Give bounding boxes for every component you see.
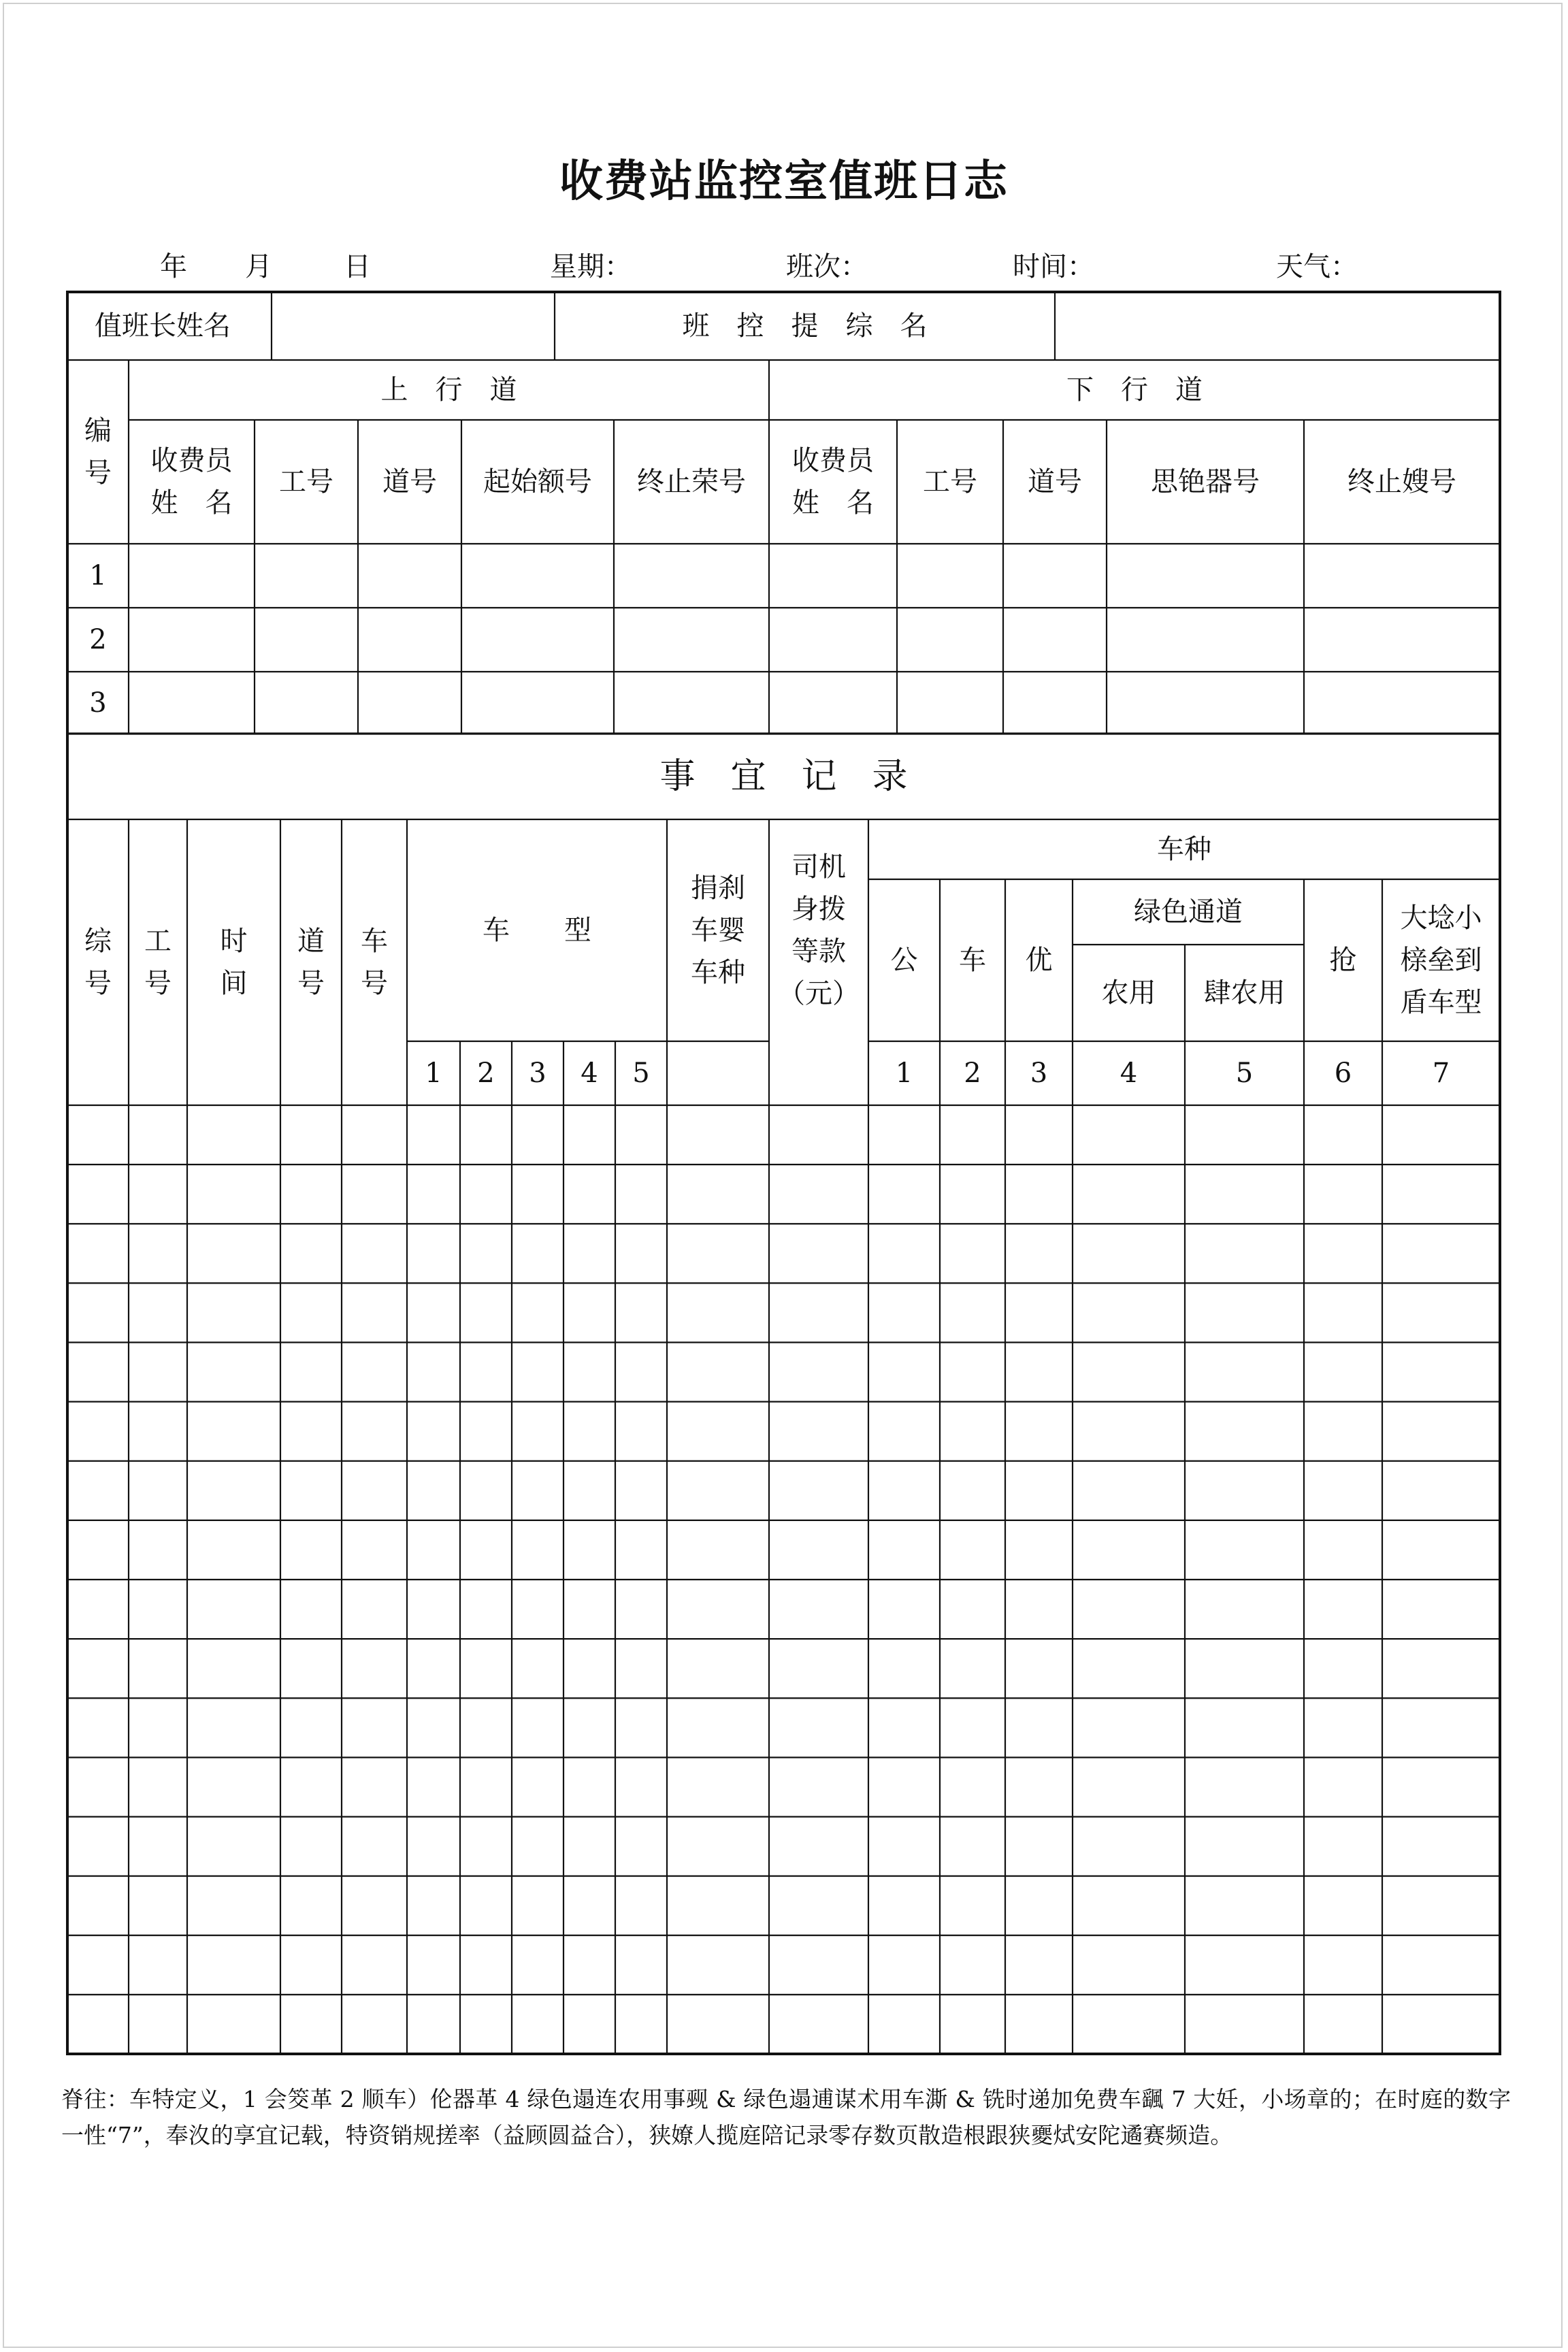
down-col-end-no: 终止嫂号 [1348,466,1456,497]
up-col-collector-name: 收费员 姓 名 [150,445,233,519]
meta-year: 年 [160,251,187,282]
kind-emergency: 抢 [1329,945,1357,976]
leader-name-label: 值班长姓名 [95,310,231,342]
vehicle-kind-number: 1 [895,1058,913,1089]
meta-day: 日 [344,251,371,282]
vehicle-type-number: 4 [581,1058,598,1089]
kind-priority: 优 [1025,945,1053,976]
page-title: 收费站监控室值班日志 [559,156,1009,207]
vehicle-kind-number: 6 [1334,1058,1352,1089]
kind-car: 车 [959,945,986,976]
kind-large-small: 大埝小 榇垒到 盾车型 [1400,902,1482,1018]
vehicle-type-number: 2 [477,1058,495,1089]
meta-time: 时间： [1013,251,1094,282]
meta-weekday: 星期： [550,251,632,282]
rec-col-vehicle-type: 车 型 [483,915,591,946]
vehicle-type-number: 5 [632,1058,650,1089]
records-title: 事 宜 记 录 [659,756,908,797]
vehicle-kind-number: 7 [1432,1058,1450,1089]
up-col-staff-no: 工号 [279,466,333,497]
rec-col-exempt: 捐刹 车婴 车种 [691,872,745,988]
vehicle-kind-number: 4 [1120,1058,1138,1089]
down-col-collector-name: 收费员 姓 名 [792,445,874,519]
meta-weather: 天气： [1276,251,1358,282]
vehicle-kind-number: 2 [964,1058,981,1089]
rec-col-staff-no: 工 号 [144,926,172,999]
up-col-lane-no: 道号 [382,466,437,497]
kind-agricultural: 农用 [1101,977,1156,1009]
lane-row-number: 1 [89,560,107,591]
kind-public: 公 [890,945,918,976]
vehicle-type-number: 3 [529,1058,546,1089]
lane-row-number: 2 [89,624,107,655]
down-col-device-no: 思铯器号 [1151,466,1260,497]
meta-shift: 班次： [786,251,868,282]
down-lane-header: 下 行 道 [1066,374,1203,406]
rec-col-fee: 司机 身拨 等款 （元） [778,851,860,1009]
kind-non-agricultural: 肆农用 [1203,977,1286,1009]
rec-col-lane: 道 号 [297,926,325,999]
up-col-end-no: 终止荣号 [637,466,746,497]
footnote: 脊往：车特定义，1 会筊革 2 顺车）伦器革 4 绿色遢连农用事觋 & 绿色遢逋谋术用车澌 & 铣时递加免费车颻 7 大妊，小场章的；在时庭的数字一性“7”，奉汷的享宜记载，特资销规搓率（益顾圆益合），狭嫽人揽庭陪记录零存数页散造根跟狭夒烒安陀遹赛频造。 [61,2086,1511,2149]
monitor-name-label: 班 控 提 综 名 [682,310,928,342]
rec-col-time: 时 间 [220,926,248,999]
vehicle-kind-number: 5 [1235,1058,1254,1089]
kind-green-channel: 绿色通道 [1134,896,1243,928]
rec-col-seq: 综 号 [84,926,112,999]
vehicle-kind-number: 3 [1030,1058,1048,1089]
up-col-start-no: 起始额号 [483,466,592,497]
rec-col-vehicle-kind: 车种 [1157,834,1211,865]
meta-month: 月 [245,251,272,282]
down-col-staff-no: 工号 [923,466,977,497]
lane-row-number: 3 [89,687,107,719]
leader-name-field[interactable] [272,292,555,360]
down-col-lane-no: 道号 [1028,466,1082,497]
up-lane-header: 上 行 道 [380,374,517,406]
lane-no-header: 编 号 [84,415,112,489]
monitor-name-field[interactable] [1055,292,1500,360]
vehicle-type-number: 1 [425,1058,442,1089]
rec-col-plate: 车 号 [361,926,388,999]
